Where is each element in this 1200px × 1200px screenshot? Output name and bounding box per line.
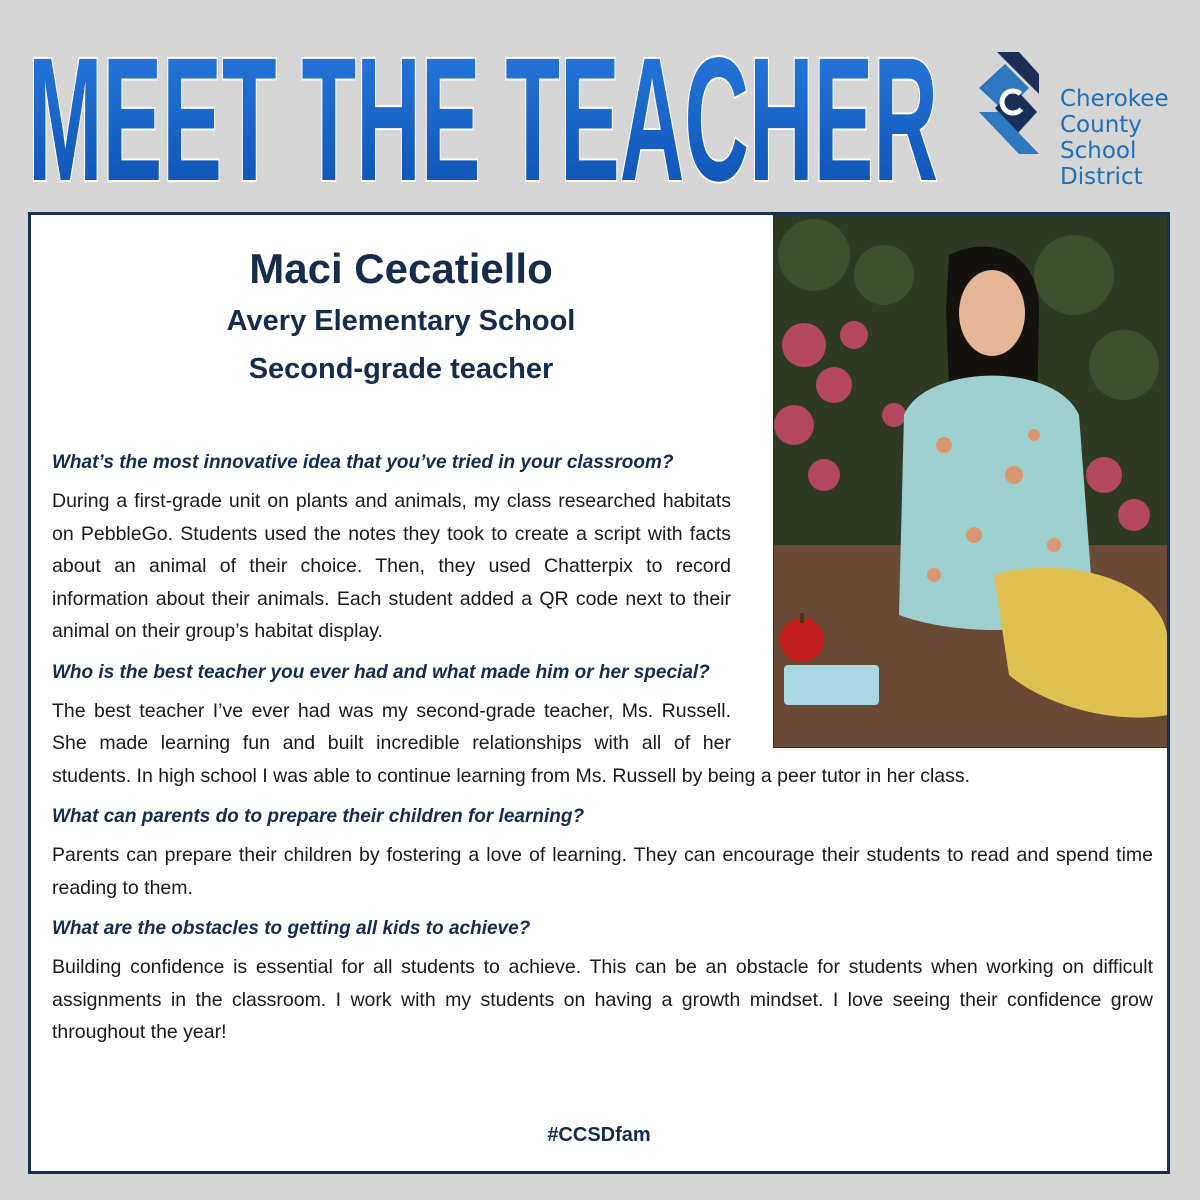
hashtag: #CCSDfam: [547, 1124, 651, 1146]
answer: Building confidence is essential for all students to achieve. This can be an obstacle for students when working on difficult assignments in the classroom. I work with my students on having a growth mindset. I love seeing their confidence grow throughout the year!: [52, 956, 1153, 1043]
banner-title-text: MEET THE TEACHER: [28, 28, 938, 198]
district-name-line: Cherokee: [1060, 86, 1169, 112]
banner-title: [18, 28, 948, 198]
teacher-name: Maci Cecatiello: [249, 245, 553, 292]
teacher-header: [31, 241, 771, 393]
question: What can parents do to prepare their children for learning?: [52, 806, 585, 827]
teacher-school: Avery Elementary School: [226, 305, 576, 337]
district-name: [1060, 86, 1169, 190]
teacher-role: Second-grade teacher: [248, 353, 554, 385]
answer: During a first-grade unit on plants and animals, my class researched habitats on PebbleGo. Students used the notes they took to create a script with facts about an animal of their choice. Then, they used Chatterpix to record information about their animals. Each student added a QR code next to their animal on their group’s habitat display.: [52, 490, 731, 642]
answer: Parents can prepare their children by fostering a love of learning. They can encourage their students to read and spend time reading to them.: [52, 844, 1153, 899]
district-name-line: District: [1060, 164, 1143, 190]
profile-panel: [28, 212, 1170, 1174]
qa-content: [52, 447, 1153, 1058]
question: Who is the best teacher you ever had and what made him or her special?: [52, 661, 710, 683]
question: What’s the most innovative idea that you’ve tried in your classroom?: [52, 452, 674, 473]
answer: The best teacher I’ve ever had was my second-grade teacher, Ms. Russell. She made learning fun and built incredible relationships with all of her students. In high school I was able to continue learning from Ms. Russell by being a peer tutor in her class.: [52, 699, 971, 787]
district-name-line: County: [1060, 112, 1142, 138]
district-name-line: School: [1060, 138, 1137, 164]
question: What are the obstacles to getting all kids to achieve?: [52, 918, 531, 939]
